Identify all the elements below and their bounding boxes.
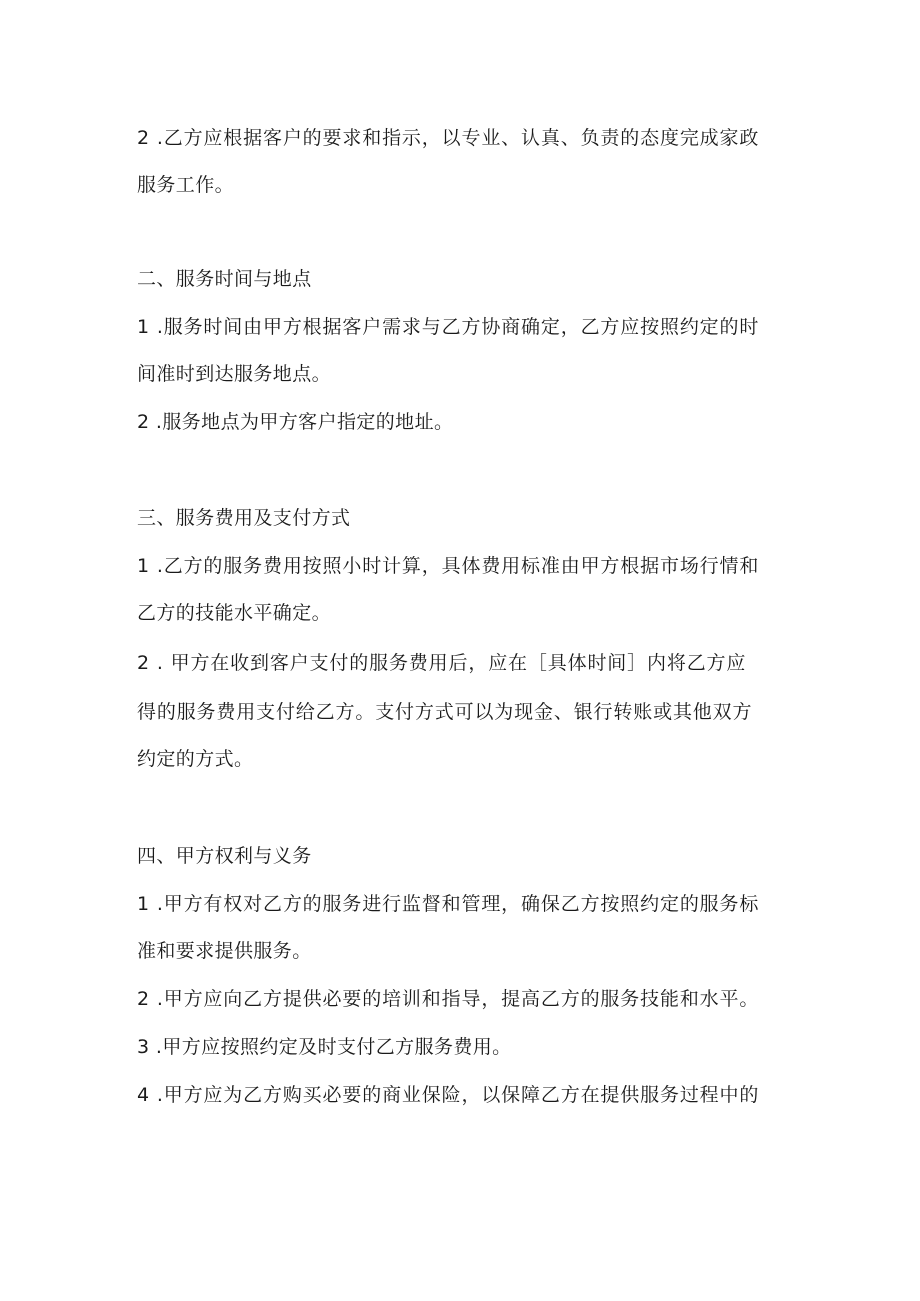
clause-2-line-1: 2 .乙方应根据客户的要求和指示，以专业、认真、负责的态度完成家政 [137,127,760,149]
section-4-clause-2: 2 .甲方应向乙方提供必要的培训和指导，提高乙方的服务技能和水平。 [137,988,760,1010]
section-3-clause-2-line-3: 约定的方式。 [137,748,254,770]
section-2-clause-1-line-2: 间准时到达服务地点。 [137,363,332,385]
section-4-clause-1-line-1: 1 .甲方有权对乙方的服务进行监督和管理，确保乙方按照约定的服务标 [137,893,760,915]
section-4-clause-1-line-2: 准和要求提供服务。 [137,940,312,962]
section-heading-3: 三、服务费用及支付方式 [137,507,351,529]
clause-2-line-2: 服务工作。 [137,174,235,196]
section-3-clause-1-line-2: 乙方的技能水平确定。 [137,602,332,624]
section-2-clause-2: 2 .服务地点为甲方客户指定的地址。 [137,411,454,433]
section-3-clause-2-line-2: 得的服务费用支付给乙方。支付方式可以为现金、银行转账或其他双方 [137,701,753,723]
section-3-clause-1-line-1: 1 .乙方的服务费用按照小时计算，具体费用标准由甲方根据市场行情和 [137,555,760,577]
section-heading-2: 二、服务时间与地点 [137,268,312,290]
section-2-clause-1-line-1: 1 .服务时间由甲方根据客户需求与乙方协商确定，乙方应按照约定的时 [137,316,760,338]
section-3-clause-2-line-1: 2 . 甲方在收到客户支付的服务费用后，应在［具体时间］内将乙方应 [137,652,747,674]
section-4-clause-3: 3 .甲方应按照约定及时支付乙方服务费用。 [137,1036,512,1058]
section-4-clause-4-line-1: 4 .甲方应为乙方购买必要的商业保险，以保障乙方在提供服务过程中的 [137,1084,760,1106]
section-heading-4: 四、甲方权利与义务 [137,845,312,867]
